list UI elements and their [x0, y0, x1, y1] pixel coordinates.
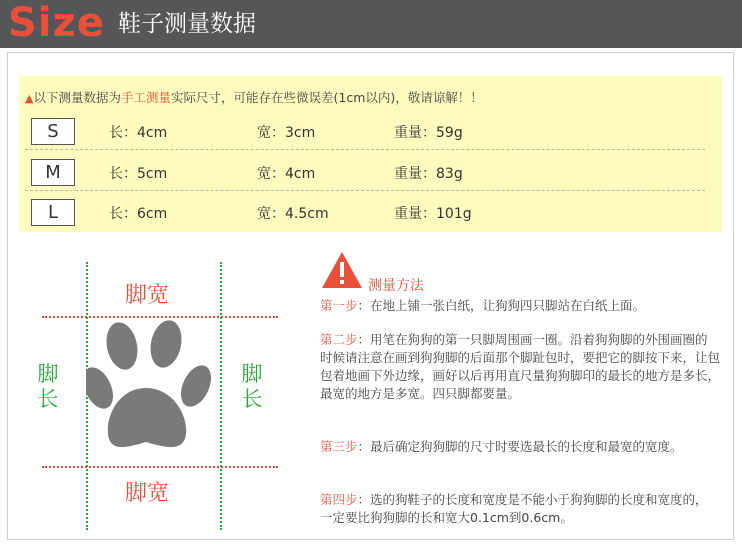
size-length: 长：6cm — [109, 206, 168, 222]
size-heading: Size — [8, 0, 105, 46]
size-row-l — [25, 193, 705, 231]
warning-triangle-icon — [320, 250, 364, 290]
method-step-2 — [320, 331, 720, 403]
paw-measure-diagram — [30, 262, 280, 530]
size-table — [19, 76, 722, 232]
size-width: 宽：4.5cm — [257, 206, 329, 222]
warning-small-icon: ▲ — [25, 92, 34, 105]
step-text: ：在地上铺一张白纸，让狗狗四只脚站在白纸上面。 — [357, 298, 646, 313]
size-weight: 重量：101g — [394, 206, 472, 222]
paw-print-icon — [86, 316, 220, 466]
size-label: S — [31, 118, 75, 145]
size-row-m — [25, 153, 705, 191]
size-label: M — [31, 159, 75, 186]
foot-width-label-top: 脚宽 — [125, 283, 170, 308]
step-text: ：最后确定狗狗脚的尺寸时要选最长的长度和最宽的宽度。 — [357, 439, 683, 454]
notice-prefix: 以下测量数据为 — [33, 90, 121, 105]
length-guide-right — [220, 262, 222, 530]
size-weight: 重量：59g — [394, 125, 463, 141]
width-guide-bottom — [42, 466, 278, 468]
foot-length-label-right: 脚长 — [241, 362, 263, 411]
method-step-4 — [320, 491, 720, 527]
measurement-notice — [25, 88, 483, 106]
step-label: 第二步 — [320, 332, 358, 347]
notice-suffix: 实际尺寸，可能存在些微误差(1cm以内)，敬请谅解！！ — [171, 90, 483, 105]
size-length: 长：4cm — [109, 125, 168, 141]
size-row-s — [25, 112, 705, 150]
step-label: 第四步 — [320, 492, 358, 507]
page-title: 鞋子测量数据 — [118, 11, 256, 37]
size-length: 长：5cm — [109, 166, 168, 182]
size-width: 宽：4cm — [257, 166, 316, 182]
step-label: 第一步 — [320, 298, 358, 313]
step-text: ：用笔在狗狗的第一只脚周围画一圈。沿着狗狗脚的外围画圈的时候请注意在画到狗狗脚的后面那个脚趾包时，要把它的脚按下来，让包包着地画下外边缘，画好以后再用直尺量狗狗脚印的最长的地方是多长，最宽的地方是多宽。四只脚都要量。 — [320, 332, 721, 401]
foot-length-label-left: 脚长 — [37, 362, 59, 411]
step-label: 第三步 — [320, 439, 358, 454]
size-weight: 重量：83g — [394, 166, 463, 182]
header-bar — [0, 0, 742, 48]
method-title: 测量方法 — [368, 278, 424, 294]
size-label: L — [31, 199, 75, 226]
method-step-1 — [320, 297, 720, 315]
foot-width-label-bottom: 脚宽 — [125, 481, 170, 506]
step-text: ：选的狗鞋子的长度和宽度是不能小于狗狗脚的长度和宽度的，一定要比狗狗脚的长和宽大0.1cm到0.6cm。 — [320, 492, 708, 525]
notice-highlight: 手工测量 — [120, 90, 171, 105]
size-width: 宽：3cm — [257, 125, 316, 141]
method-step-3 — [320, 438, 720, 456]
